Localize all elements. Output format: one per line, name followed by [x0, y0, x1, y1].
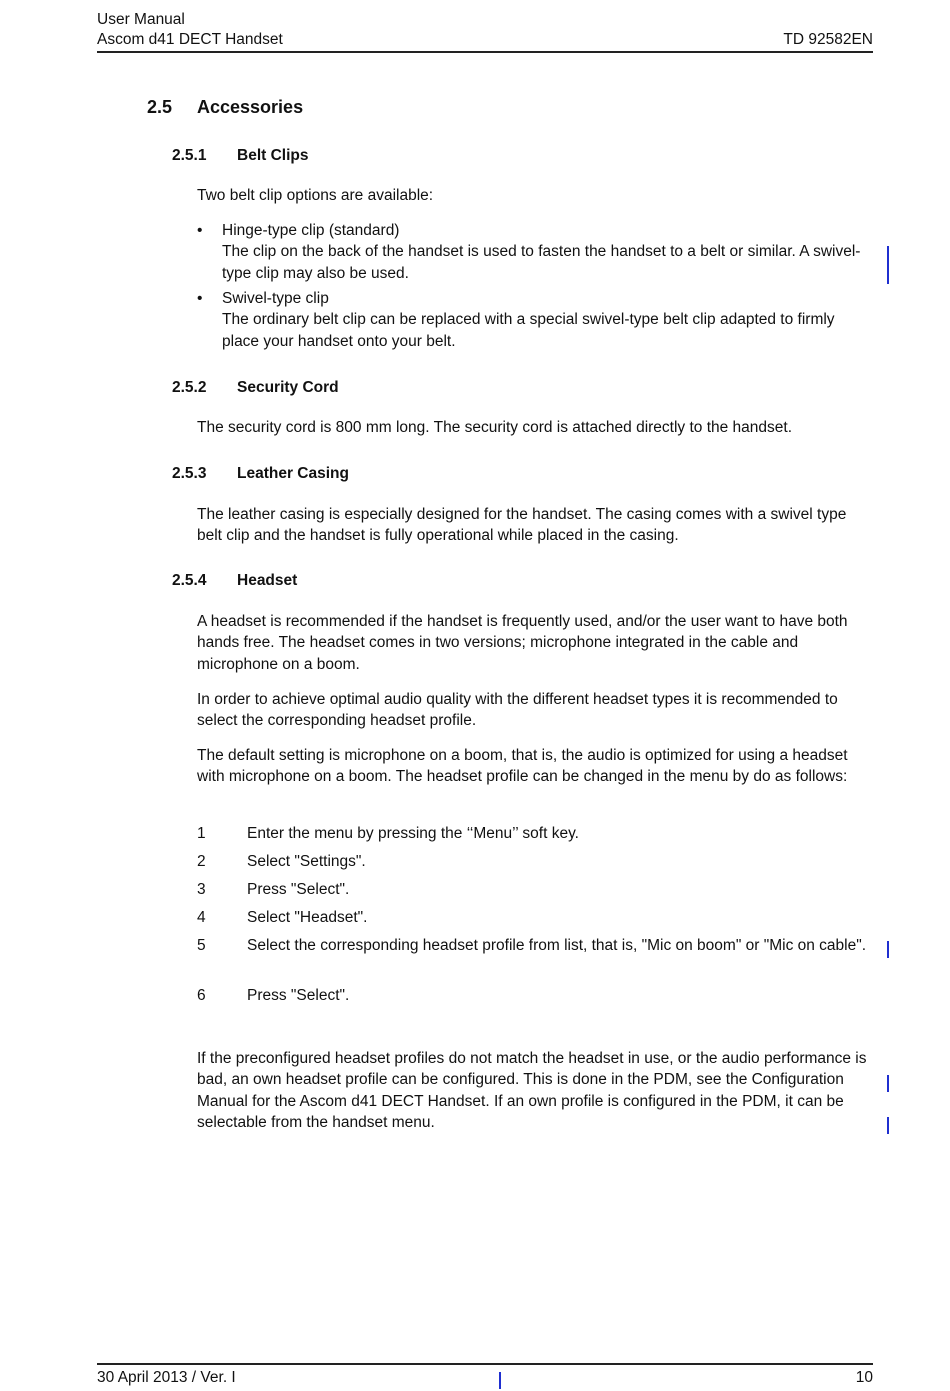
headset-paragraph-1: A headset is recommended if the handset is frequently used, and/or the user want to have both hands free. The headset comes in two versions; microphone integrated in the cable and microphone on a boom. [197, 613, 848, 673]
headset-paragraph-4: If the preconfigured headset profiles do not match the headset in use, or the audio performance is bad, an own headset profile can be configured. This is done in the PDM, see the Configuration Manual for the Ascom d41 DECT Handset. If an own profile is configured in the PDM, it can be selectable from the handset menu. [197, 1050, 867, 1131]
footer-rule [97, 1363, 873, 1365]
subsection-number: 2.5.4 [172, 572, 207, 589]
list-item-title: Hinge-type clip (standard) [222, 222, 400, 239]
step-text: Select "Settings". [247, 853, 366, 870]
list-item-text: The clip on the back of the handset is used to fasten the handset to a belt or similar. A swivel-type clip may also be used. [222, 243, 861, 282]
step-text: Select the corresponding headset profile from list, that is, "Mic on boom" or "Mic on cable". [247, 937, 867, 954]
subsection-title: Leather Casing [237, 465, 349, 482]
change-bar [887, 246, 889, 284]
list-item-text: The ordinary belt clip can be replaced with a special swivel-type belt clip adapted to firmly place your handset onto your belt. [222, 311, 835, 350]
change-bar [887, 1117, 889, 1134]
bullet-marker: • [197, 222, 203, 239]
footer-date-version: 30 April 2013 / Ver. I [97, 1369, 236, 1386]
footer-page-number: 10 [855, 1369, 873, 1386]
subsection-number: 2.5.3 [172, 465, 207, 482]
headset-paragraph-2: In order to achieve optimal audio quality with the different headset types it is recommended to select the corresponding headset profile. [197, 691, 838, 730]
step-text: Select "Headset". [247, 909, 368, 926]
subsection-number: 2.5.2 [172, 379, 207, 396]
list-item-title: Swivel-type clip [222, 290, 329, 307]
step-number: 2 [197, 853, 206, 870]
change-bar [887, 1075, 889, 1092]
list-item-swivel-clip [222, 288, 872, 352]
subsection-heading-headset [172, 572, 297, 590]
subsection-title: Headset [237, 572, 298, 589]
step-text: Press "Select". [247, 987, 350, 1004]
change-bar [499, 1372, 501, 1389]
header-rule [97, 51, 873, 53]
step-text: Enter the menu by pressing the ‘‘Menu’’ soft key. [247, 825, 579, 842]
subsection-heading-belt-clips [172, 147, 308, 165]
step-number: 6 [197, 987, 206, 1004]
section-number: 2.5 [147, 97, 173, 117]
list-item-hinge-clip [222, 220, 872, 284]
subsection-title: Security Cord [237, 379, 339, 396]
step-number: 1 [197, 825, 206, 842]
subsection-heading-security-cord [172, 379, 339, 397]
step-text: Press "Select". [247, 881, 350, 898]
change-bar [887, 941, 889, 958]
step-number: 3 [197, 881, 206, 898]
security-cord-text: The security cord is 800 mm long. The security cord is attached directly to the handset. [197, 419, 793, 436]
header-document-id: TD 92582EN [783, 31, 873, 48]
subsection-title: Belt Clips [237, 147, 309, 164]
header-product-name: Ascom d41 DECT Handset [97, 31, 283, 48]
page-header [97, 10, 873, 50]
subsection-number: 2.5.1 [172, 147, 207, 164]
belt-clips-intro: Two belt clip options are available: [197, 187, 434, 204]
leather-casing-text: The leather casing is especially designed for the handset. The casing comes with a swivel type belt clip and the handset is fully operational while placed in the casing. [197, 506, 847, 545]
section-title: Accessories [197, 97, 304, 117]
subsection-heading-leather-casing [172, 465, 349, 483]
step-number: 5 [197, 937, 206, 954]
headset-paragraph-3: The default setting is microphone on a boom, that is, the audio is optimized for using a headset with microphone on a boom. The headset profile can be changed in the menu by do as follows: [197, 747, 848, 786]
step-number: 4 [197, 909, 206, 926]
header-manual-type: User Manual [97, 11, 185, 28]
bullet-marker: • [197, 290, 203, 307]
section-heading [147, 97, 303, 118]
